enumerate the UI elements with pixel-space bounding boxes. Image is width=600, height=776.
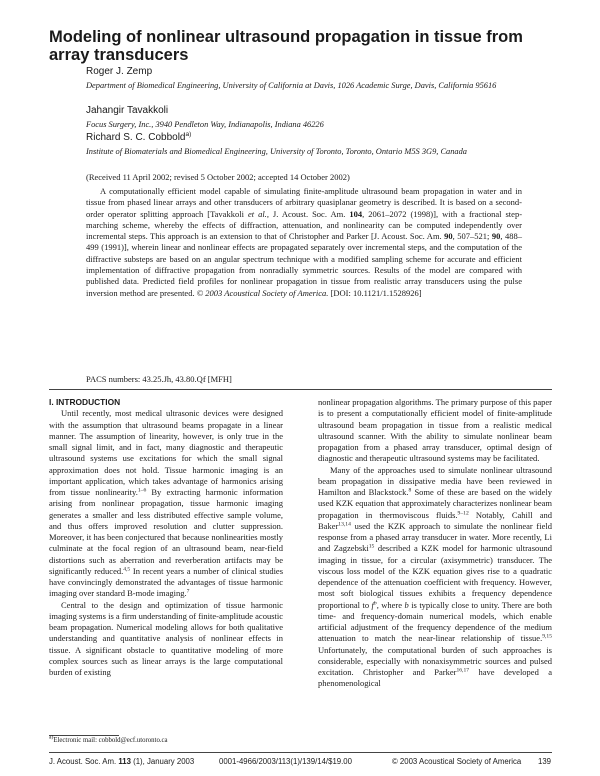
citation: 9,15 — [542, 633, 552, 640]
abstract-text: , 488–499 (1991)], wherein linear and nonlinear effects are propagated separately over incremental steps, and the computation of the diffractive substeps are based on an angular spectrum technique with a modified sampling scheme for accurate and efficient implementation of diffractive propagation from nonradially symmetric sources. Results of the model are compared with published data. Predicted field profiles for nonlinear propagation in tissue from realistic array transducers using the pulse inversion method are presented. — [86, 231, 522, 298]
citation: 9–12 — [457, 510, 469, 516]
article-title: Modeling of nonlinear ultrasound propagation in tissue from array transducers — [49, 28, 523, 64]
author-name: Roger J. Zemp — [86, 66, 153, 77]
citation: 4,5 — [123, 566, 131, 573]
author-affiliation: Department of Biomedical Engineering, University of California at Davis, 1026 Academic Surge, Davis, California 95616 — [86, 81, 497, 90]
footnote-marker: a) — [49, 734, 54, 741]
citation: 1–6 — [137, 487, 147, 494]
body-paragraph: nonlinear propagation algorithms. The primary purpose of this paper is to present a computationally efficient model of finite-amplitude ultrasound beam propagation in tissue from a realistic medical ultrasound scanner. With the ability to simulate nonlinear beam propagation from a phased array transducer, optimal design of diagnostic and therapeutic ultrasound systems may be facilitated. — [318, 397, 552, 464]
citation: 15 — [368, 543, 375, 550]
abstract-text: , 2061–2072 (1998)], with a fractional step-marching scheme, whereby the effects of diffraction, attenuation, and nonlinearity can be computed independently over incremental steps. This approach is an extension to that of Christopher and Parker [J. Acoust. Soc. Am. — [86, 208, 523, 242]
footnote-marker: a) — [185, 131, 192, 138]
abstract-volume: 90 — [444, 231, 453, 242]
citation: 16,17 — [456, 667, 470, 674]
abstract — [86, 186, 522, 299]
body-column-left — [49, 397, 283, 678]
section-divider — [49, 389, 552, 390]
abstract-text: A computationally efficient model capable of simulating finite-amplitude ultrasound beam propagation in water and in tissue from phased linear arrays and other transducers of arbitrary quasiplanar geometry is described. It is based on a second-order operator splitting approach [Tavakkoli — [86, 186, 522, 219]
received-dates: (Received 11 April 2002; revised 5 October 2002; accepted 14 October 2002) — [86, 172, 350, 182]
math-variable: f — [371, 599, 374, 610]
abstract-volume: 104 — [349, 208, 363, 219]
abstract-text-italic: et al. — [247, 208, 267, 219]
body-text: described a KZK model for harmonic ultrasound imaging in tissue, for a circular (axisymmetric) transducer. The viscous loss model of the KZK equation gives rise to a quadratic dependence of the attenuation coefficient with frequency. However, most soft biological tissues exhibits a frequency dependence proportional to — [318, 543, 552, 610]
abstract-text: , J. Acoust. Soc. Am. — [266, 208, 350, 219]
body-text: used the KZK approach to simulate the nonlinear field response from a phased array transducer in water. More recently, Li and Zagzebski — [318, 520, 552, 554]
citation: 13,14 — [338, 521, 351, 528]
footnote — [49, 734, 168, 744]
math-exponent: b — [373, 600, 377, 606]
section-heading: I. INTRODUCTION — [49, 397, 121, 407]
abstract-text: , 507–521; — [452, 231, 492, 242]
pacs-numbers: PACS numbers: 43.25.Jh, 43.80.Qf [MFH] — [86, 374, 232, 384]
footer-volume: 113 — [118, 757, 131, 766]
body-text: is typically close to unity. There are both time- and frequency-domain numerical models, which enable artificial adjustment of the frequency dependence of the medium attenuation to match the near-linear relationship of tissue. — [318, 599, 553, 644]
footer-journal: J. Acoust. Soc. Am. — [49, 757, 119, 766]
footnote-text: Electronic mail: cobbold@ecf.utoronto.ca — [53, 737, 168, 744]
body-column-right — [318, 397, 552, 690]
body-paragraph — [318, 465, 552, 690]
abstract-copyright: © 2003 Acoustical Society of America. — [196, 287, 329, 298]
footer-citation — [49, 757, 194, 766]
body-text: , where — [376, 599, 405, 610]
footer-code: 0001-4966/2003/113(1)/139/14/$19.00 — [219, 757, 352, 766]
body-text: Some of these are based on the widely used KZK equation that approximately characterizes nonlinear beam propagation in thermoviscous fluids. — [318, 487, 552, 520]
body-text: Until recently, most medical ultrasonic devices were designed with the assumption that ultrasound beams propagate in a linear manner. The assumption of linearity, however, is only true in the small signal limit, and in fact, many diagnostic and therapeutic ultrasound systems use excitations for which the small signal approximation does not hold. Tissue harmonic imaging is an important application, which takes advantage of harmonics arising from tissue nonlinearity. — [49, 408, 283, 497]
footer-issue: (1), January 2003 — [130, 757, 195, 766]
abstract-doi: [DOI: 10.1121/1.1528926] — [328, 287, 422, 298]
math-variable: b — [404, 599, 409, 610]
author-name — [86, 132, 191, 143]
body-text: Unfortunately, the computational burden of such approaches is considerable, especially with nonaxisymmetric sources and pulsed excitation. Christopher and Parker — [318, 644, 552, 677]
citation: 7 — [186, 588, 190, 595]
abstract-volume: 90 — [491, 231, 501, 242]
body-text: In recent years a number of clinical studies have convincingly demonstrated the advantages of tissue harmonic imaging over standard B-mode imaging. — [49, 565, 284, 599]
author-name-text: Richard S. C. Cobbold — [86, 132, 186, 143]
page-number: 139 — [538, 757, 552, 766]
body-text: have developed a phenomenological — [318, 667, 553, 689]
body-text: Notably, Cahill and Baker — [318, 509, 552, 531]
body-paragraph — [49, 408, 283, 599]
author-affiliation: Institute of Biomaterials and Biomedical Engineering, University of Toronto, Toronto, Ontario M5S 3G9, Canada — [86, 147, 467, 156]
body-text: Many of the approaches used to simulate nonlinear ultrasound beam propagation in dissipative media have been reviewed in Hamilton and Blackstock. — [318, 464, 552, 497]
body-text: By extracting harmonic information arising from nonlinear propagation, tissue harmonic imaging generates a smaller and less distributed effective sample volume, and thus offers improved resolution and clutter suppression. Moreover, it has been conjectured that because nonlinearities mostly culminate at the focal region of an ultrasound beam, near-field distortions such as aberration and reverberation artifacts may be significantly reduced. — [49, 487, 283, 576]
author-name: Jahangir Tavakkoli — [86, 105, 169, 116]
body-paragraph: Central to the design and optimization of tissue harmonic imaging systems is a firm understanding of finite-amplitude acoustic beam propagation. Numerical modeling allows for both qualitative understanding and quantitative analysis of nonlinear effects in tissue. A significant obstacle to quantitative modeling of more complex sources such as linear arrays is the large computational burden of existing — [49, 599, 283, 677]
citation: 8 — [408, 487, 412, 494]
author-affiliation: Focus Surgery, Inc., 3940 Pendleton Way, Indianapolis, Indiana 46226 — [86, 120, 324, 129]
footnote-divider — [49, 735, 119, 736]
footer-divider — [49, 752, 552, 753]
footer-copyright: © 2003 Acoustical Society of America — [392, 757, 522, 766]
